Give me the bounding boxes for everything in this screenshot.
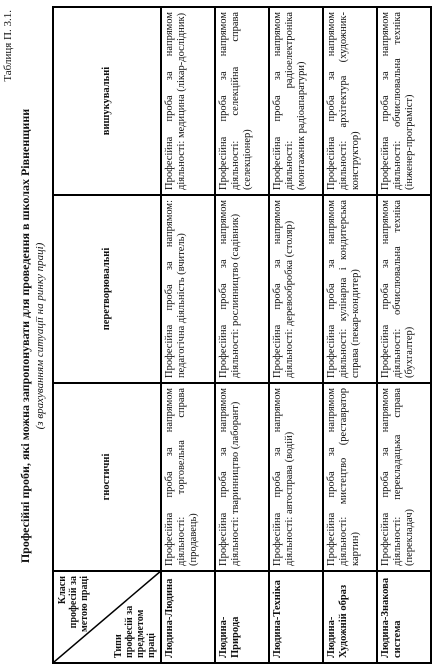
row-label: Людина-Художній образ (323, 571, 377, 663)
table-row (323, 7, 377, 663)
corner-label-subject: Типи професій за предметом праці (113, 605, 157, 658)
table-cell: Професійна проба за напрямом діяльності: обчислювальна техніка (інженер-програміст) (377, 7, 431, 195)
column-header-gnostic: гностичні (53, 383, 161, 571)
table-row (377, 7, 431, 663)
table-cell: Професійна проба за напрямом діяльності: мистецтво (реставратор картин) (323, 383, 377, 571)
table-cell: Професійна проба за напрямом діяльності: деревообробка (столяр) (269, 195, 323, 383)
row-label: Людина-Знакова система (377, 571, 431, 663)
table-cell: Професійна проба за напрямом діяльності: торговельна справа (продавець) (161, 383, 215, 571)
row-label: Людина-Природа (215, 571, 269, 663)
row-label: Людина-Людина (161, 571, 215, 663)
table-cell: Професійна проба за напрямом: педагогічна діяльність (вчитель) (161, 195, 215, 383)
table-subtitle: (з врахуванням ситуації на ринку праці) (34, 242, 46, 430)
table-row (215, 7, 269, 663)
table-cell: Професійна проба за напрямом діяльності: перекладацька справа (перекладач) (377, 383, 431, 571)
table-cell: Професійна проба за напрямом діяльності: тваринництво (лаборант) (215, 383, 269, 571)
table-title: Професійні проби, які можна запропонувати для проведення в школах Рівненщини (18, 108, 32, 564)
table-cell: Професійна проба за напрямом діяльності: архітектура (художник-конструктор) (323, 7, 377, 195)
table-cell: Професійна проба за напрямом діяльності: кулінарна і кондитерська справа (пекар-кондитер) (323, 195, 377, 383)
table-row (161, 7, 215, 663)
corner-cell (53, 571, 161, 663)
table-cell: Професійна проба за напрямом діяльності: медицина (лікар-дослідник) (161, 7, 215, 195)
column-header-transformative: перетворювальні (53, 195, 161, 383)
header-row (53, 7, 161, 663)
corner-label-purpose: Класи професій за метою праці (57, 576, 90, 633)
row-label: Людина-Техніка (269, 571, 323, 663)
column-header-exploratory: вишукувальні (53, 7, 161, 195)
table-cell: Професійна проба за напрямом діяльності: обчислювальна техніка (бухгалтер) (377, 195, 431, 383)
professional-trials-table (52, 6, 432, 664)
table-cell: Професійна проба за напрямом діяльності: рослинництво (садівник) (215, 195, 269, 383)
table-number: Таблиця П. 3.1. (2, 10, 14, 82)
table-cell: Професійна проба за напрямом діяльності: селекційна справа (селекціонер) (215, 7, 269, 195)
table-cell: Професійна проба за напрямом діяльності: радіоелектроніка (монтажник радіоапаратури) (269, 7, 323, 195)
table-cell: Професійна проба за напрямом діяльності: автосправа (водій) (269, 383, 323, 571)
table-row (269, 7, 323, 663)
